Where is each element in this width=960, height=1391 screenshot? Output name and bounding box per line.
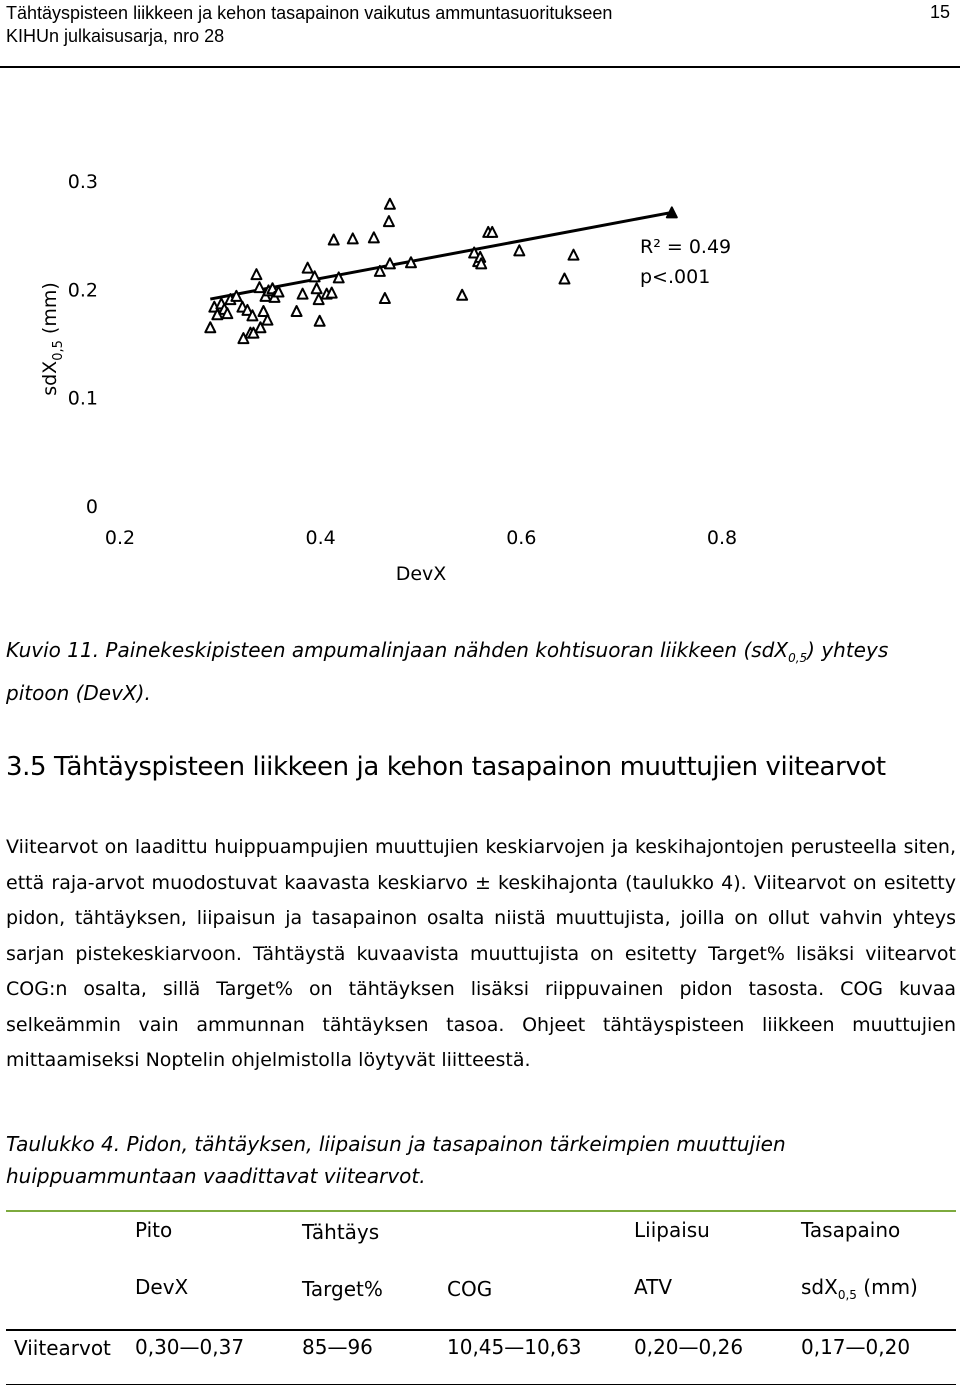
table-variable-cog: COG xyxy=(447,1277,493,1301)
header-divider xyxy=(0,66,960,68)
data-point-marker xyxy=(384,216,394,226)
scatter-chart xyxy=(0,150,960,590)
y-axis-label-unit: (mm) xyxy=(39,282,61,341)
x-axis-label: DevX xyxy=(395,563,447,585)
data-point-marker xyxy=(406,257,416,267)
table-value-atv: 0,20—0,26 xyxy=(634,1335,744,1359)
table-category-pito: Pito xyxy=(135,1218,173,1242)
data-point-marker xyxy=(298,289,308,299)
figure-caption-text: Kuvio 11. Painekeskipisteen ampumalinjaan nähden kohtisuoran liikkeen (sdX xyxy=(6,638,789,662)
y-tick-label: 0.3 xyxy=(67,171,98,193)
x-tick-label: 0.6 xyxy=(506,527,537,549)
data-point-marker xyxy=(205,322,215,332)
y-tick-label: 0.2 xyxy=(67,279,98,302)
data-point-marker xyxy=(348,233,358,243)
y-axis-label-main: sdX xyxy=(39,360,61,396)
running-header-series: KIHUn julkaisusarja, nro 28 xyxy=(6,26,225,46)
table-variable-atv: ATV xyxy=(634,1275,673,1299)
figure-caption-subscript: 0,5 xyxy=(788,651,808,665)
data-point-marker xyxy=(457,290,467,300)
figure-caption-suffix: ) yhteys pitoon (DevX). xyxy=(6,638,889,705)
x-tick-label: 0.4 xyxy=(305,527,336,549)
data-point-marker xyxy=(385,199,395,209)
data-point-marker xyxy=(254,282,264,292)
table-value-sdx: 0,17—0,20 xyxy=(801,1335,911,1359)
table-caption: Taulukko 4. Pidon, tähtäyksen, liipaisun ja tasapainon tärkeimpien muuttujien huippuammuntaan vaadittavat viitearvot. xyxy=(6,1132,786,1188)
running-header-title: Tähtäyspisteen liikkeen ja kehon tasapainon vaikutus ammuntasuoritukseen xyxy=(6,3,613,23)
p-value-annotation: p<.001 xyxy=(640,266,711,288)
table-value-pito: 0,30—0,37 xyxy=(135,1335,245,1359)
table-variable-sdx xyxy=(801,1275,918,1302)
data-point-marker xyxy=(251,269,261,279)
x-tick-label: 0.8 xyxy=(706,527,738,549)
body-paragraph: Viitearvot on laadittu huippuampujien muuttujien keskiarvojen ja keskihajontojen perusteella siten, että raja-arvot muodostuvat kaavasta keskiarvo ± keskihajonta (taulukko 4). Viitearvot on esitetty pidon, tähtäyksen, liipaisun ja tasapainon osalta niistä muuttujista, joilla on ollut vahvin yhteys sarjan pistekeskiarvoon. Tähtäystä kuvaavista muuttujista on esitetty Target% lisäksi viitearvot COG:n osalta, sillä Target% on tähtäyksen lisäksi riippuvainen pidon tasosta. COG kuvaa selkeämmin vain ammunnan tähtäyksen tasoa. Ohjeet tähtäyspisteen liikkeen muuttujien mittaamiseksi Noptelin ohjelmistolla löytyvät liitteestä. xyxy=(6,836,956,1071)
data-point-marker xyxy=(667,207,677,217)
y-axis-label xyxy=(39,282,66,396)
table-category-liipaisu: Liipaisu xyxy=(634,1218,710,1242)
table-variable-devx: DevX xyxy=(135,1275,189,1299)
x-tick-label: 0.2 xyxy=(104,527,136,549)
data-point-marker xyxy=(315,316,325,326)
table-bottom-rule xyxy=(6,1384,956,1385)
y-axis-label-subscript: 0,5 xyxy=(51,340,66,361)
table-variable-target: Target% xyxy=(302,1277,383,1301)
table-header-rule xyxy=(6,1329,956,1331)
section-heading: 3.5 Tähtäyspisteen liikkeen ja kehon tasapainon muuttujien viitearvot xyxy=(6,752,886,782)
data-point-marker xyxy=(385,258,395,268)
y-tick-label: 0.1 xyxy=(67,387,98,410)
table-variable-sdx-subscript: 0,5 xyxy=(837,1288,857,1302)
data-point-marker xyxy=(514,245,524,255)
table-value-target: 85—96 xyxy=(302,1335,373,1359)
table-variable-sdx-main: sdX xyxy=(801,1275,838,1299)
data-point-marker xyxy=(303,263,313,273)
data-point-marker xyxy=(569,250,579,260)
page-number: 15 xyxy=(929,2,950,22)
r-squared-annotation: R² = 0.49 xyxy=(640,236,732,258)
data-point-marker xyxy=(559,274,569,284)
table-value-cog: 10,45—10,63 xyxy=(447,1335,582,1359)
data-point-marker xyxy=(369,232,379,242)
table-category-tahtays: Tähtäys xyxy=(302,1220,380,1244)
table-category-tasapaino: Tasapaino xyxy=(801,1218,901,1242)
data-point-marker xyxy=(312,283,322,293)
table-top-rule xyxy=(6,1210,956,1212)
data-point-marker xyxy=(292,306,302,316)
table-variable-sdx-unit: (mm) xyxy=(856,1275,918,1299)
data-point-marker xyxy=(327,288,337,298)
table-row-label: Viitearvot xyxy=(14,1336,111,1360)
data-point-marker xyxy=(380,293,390,303)
data-point-marker xyxy=(329,235,339,245)
trendline xyxy=(210,212,672,299)
figure-caption xyxy=(6,633,956,711)
y-tick-label: 0 xyxy=(85,496,98,518)
